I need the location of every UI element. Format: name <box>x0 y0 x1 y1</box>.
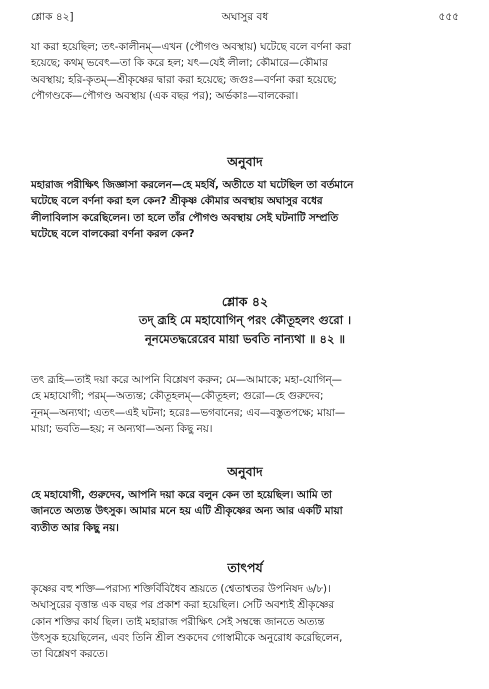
text-line: হয়েছে; কথম্ ভবেৎ—তা কি করে হল; যৎ—যেই লীলা; কৌমারে—কৌমার <box>31 57 328 70</box>
text-line: কৃষ্ণের বহু শক্তি—পরাস্য শক্তির্বিবিধৈব শ্রূয়তে (শ্বেতাশ্বতর উপনিষদ ৬/৮)। <box>31 583 331 595</box>
text-line: যা করা হয়েছিল; তৎ-কালীনম্—এখন (পৌগণ্ড অবস্থায়) ঘটেছে বলে বর্ণনা করা <box>31 41 351 53</box>
header-verse-ref: শ্লোক ৪২] <box>31 11 74 23</box>
text-line: হে মহাযোগী; পরম্—অত্যন্ত; কৌতূহলম্—কৌতূহল; গুরো—হে গুরুদেব; <box>31 390 324 403</box>
text-line: মায়া; ভবতি—হয়; ন অন্যথা—অন্য কিছু নয়। <box>31 422 213 435</box>
text-line: অঘাসুরের বৃত্তান্ত এক বছর পর প্রকাশ করা হয়েছিল। সেটি অবশ্যই শ্রীকৃষ্ণের <box>31 599 335 612</box>
section-heading: তাৎপর্য <box>227 560 263 575</box>
text-line: ব্যতীত আর কিছু নয়। <box>31 521 119 534</box>
section-heading: অনুবাদ <box>227 154 263 169</box>
section-heading: অনুবাদ <box>227 464 263 479</box>
header-chapter-title: অঘাসুর বধ <box>221 11 269 23</box>
text-line: লীলাবিলাস করেছিলেন। তা হলে তাঁর পৌগণ্ড অবস্থায় সেই ঘটনাটি সম্প্রতি <box>31 211 339 224</box>
header-page-number: ৫৫৫ <box>438 11 459 23</box>
text-line: অবস্থায়; হরি-কৃতম্—শ্রীকৃষ্ণের দ্বারা করা হয়েছে; জগুঃ—বর্ণনা করা হয়েছে; <box>31 73 337 86</box>
text-line: উৎসুক হয়েছিলেন, এবং তিনি শ্রীল শুকদেব গোস্বামীকে অনুরোধ করেছিলেন, <box>31 631 343 644</box>
text-line: ঘটেছে বলে বর্ণনা করা হল কেন? শ্রীকৃষ্ণ কৌমার অবস্থায় অঘাসুর বধের <box>31 195 323 208</box>
text-line: পৌগণ্ডকে—পৌগণ্ড অবস্থায় (এক বছর পর); অর্ভকাঃ—বালকেরা। <box>31 89 299 102</box>
synonyms-section <box>31 372 459 437</box>
text-line: কোন শক্তির কার্য ছিল। তাই মহারাজ পরীক্ষিৎ সেই সম্বন্ধে জানতে অত্যন্ত <box>31 615 325 628</box>
verse-title: শ্লোক ৪২ <box>221 294 269 309</box>
text-line: হে মহাযোগী, গুরুদেব, আপনি দয়া করে বলুন কেন তা হয়েছিল। আমি তা <box>31 489 332 501</box>
text-line: তা বিশ্লেষণ করতে। <box>31 648 109 661</box>
verse-line-1: তদ্ ব্রূহি মে মহাযোগিন্ পরং কৌতূহলং গুরো । <box>138 313 352 327</box>
text-line: তৎ ব্রূহি—তাই দয়া করে আপনি বিশ্লেষণ করুন; মে—আমাকে; মহা-যোগিন্— <box>31 374 342 386</box>
intro-synonyms <box>31 39 459 104</box>
text-line: জানতে অত্যন্ত উৎসুক। আমার মনে হয় এটি শ্রীকৃষ্ণের অন্য আর একটি মায়া <box>31 505 343 518</box>
purport-section <box>31 559 459 662</box>
text-line: ঘটেছে বলে বালকেরা বর্ণনা করল কেন? <box>31 227 195 240</box>
translation-section-1 <box>31 153 459 242</box>
text-line: মহারাজ পরীক্ষিৎ জিজ্ঞাসা করলেন—হে মহর্ষি, অতীতে যা ঘটেছিল তা বর্তমানে <box>31 179 354 191</box>
translation-section-2 <box>31 463 459 536</box>
verse-section <box>31 293 459 349</box>
text-line: নূনম্—অন্যথা; এতৎ—এই ঘটনা; হরেঃ—ভগবানের; এব—বস্তুতপক্ষে; মায়া— <box>31 406 346 419</box>
page-header <box>31 10 459 24</box>
verse-line-2: নূনমেতদ্ধরেরেব মায়া ভবতি নান্যথা ॥ ৪২ ॥ <box>145 332 345 346</box>
